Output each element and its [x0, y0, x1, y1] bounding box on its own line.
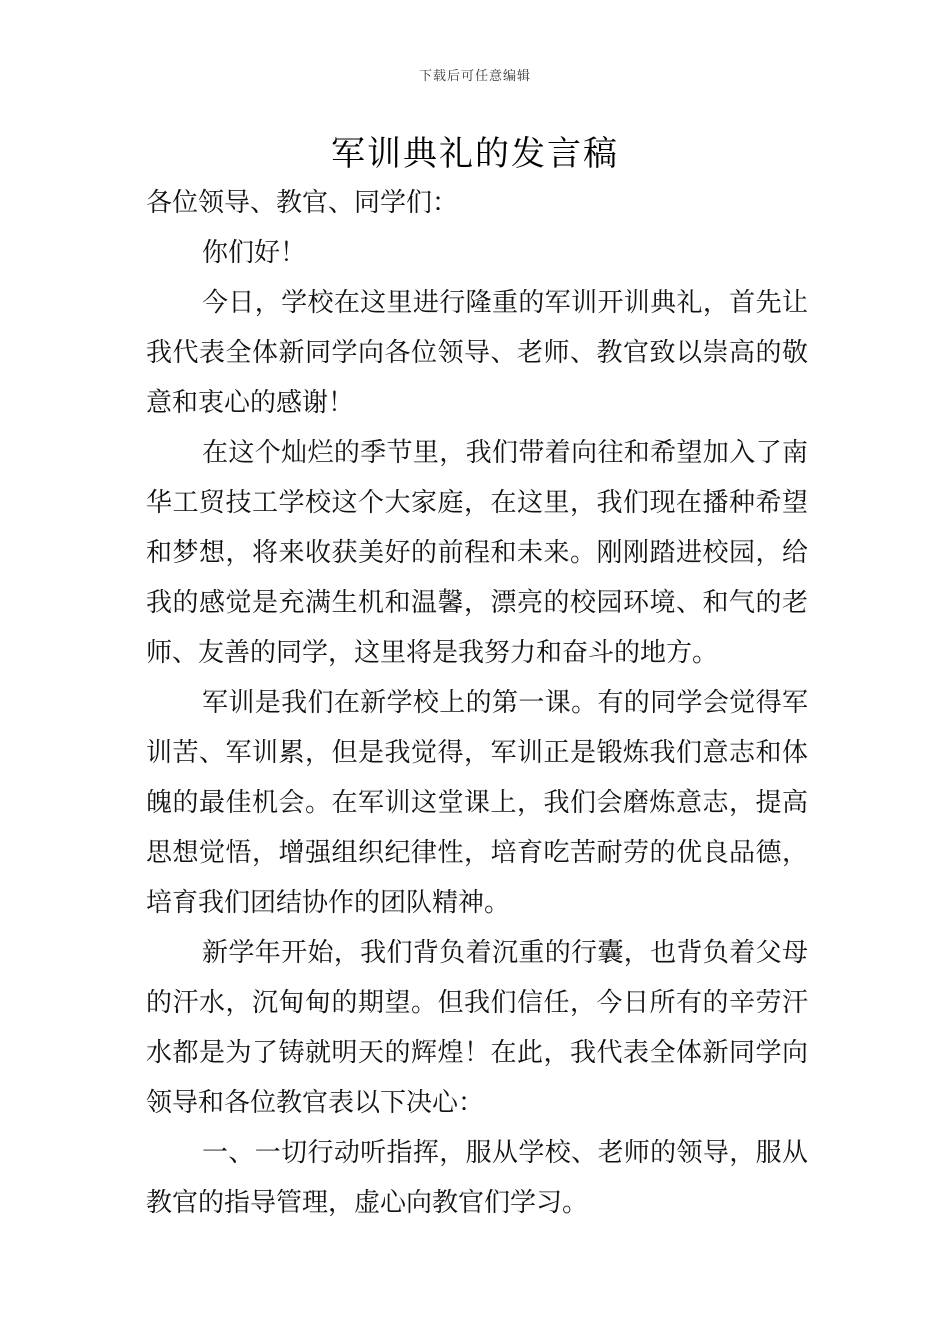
paragraph-greeting: 你们好！: [202, 238, 307, 268]
paragraph-campus: 在这个灿烂的季节里，我们带着向往和希望加入了南华工贸技工学校这个大家庭，在这里，我们现在播种希望和梦想，将来收获美好的前程和未来。刚刚踏进校园，给我的感觉是充满生机和温馨，漂亮的校园环境、和气的老师、友善的同学，这里将是我努力和奋斗的地方。: [146, 438, 808, 668]
header-note: 下载后可任意编辑: [418, 69, 531, 84]
paragraph-military-training: 军训是我们在新学校上的第一课。有的同学会觉得军训苦、军训累，但是我觉得，军训正是锻炼我们意志和体魄的最佳机会。在军训这堂课上，我们会磨炼意志，提高思想觉悟，增强组织纪律性，培育吃苦耐劳的优良品德，培育我们团结协作的团队精神。: [146, 688, 808, 918]
paragraph-opening: 今日，学校在这里进行隆重的军训开训典礼，首先让我代表全体新同学向各位领导、老师、教官致以崇高的敬意和衷心的感谢！: [146, 288, 808, 418]
document-body: [146, 178, 808, 1228]
paragraph-resolution-one: 一、一切行动听指挥，服从学校、老师的领导，服从教官的指导管理，虚心向教官们学习。: [146, 1138, 808, 1218]
paragraph-new-semester: 新学年开始，我们背负着沉重的行囊，也背负着父母的汗水，沉甸甸的期望。但我们信任，今日所有的辛劳汗水都是为了铸就明天的辉煌！在此，我代表全体新同学向领导和各位教官表以下决心：: [146, 938, 808, 1118]
salutation: 各位领导、教官、同学们：: [146, 188, 459, 218]
document-title: 军训典礼的发言稿: [331, 134, 619, 174]
